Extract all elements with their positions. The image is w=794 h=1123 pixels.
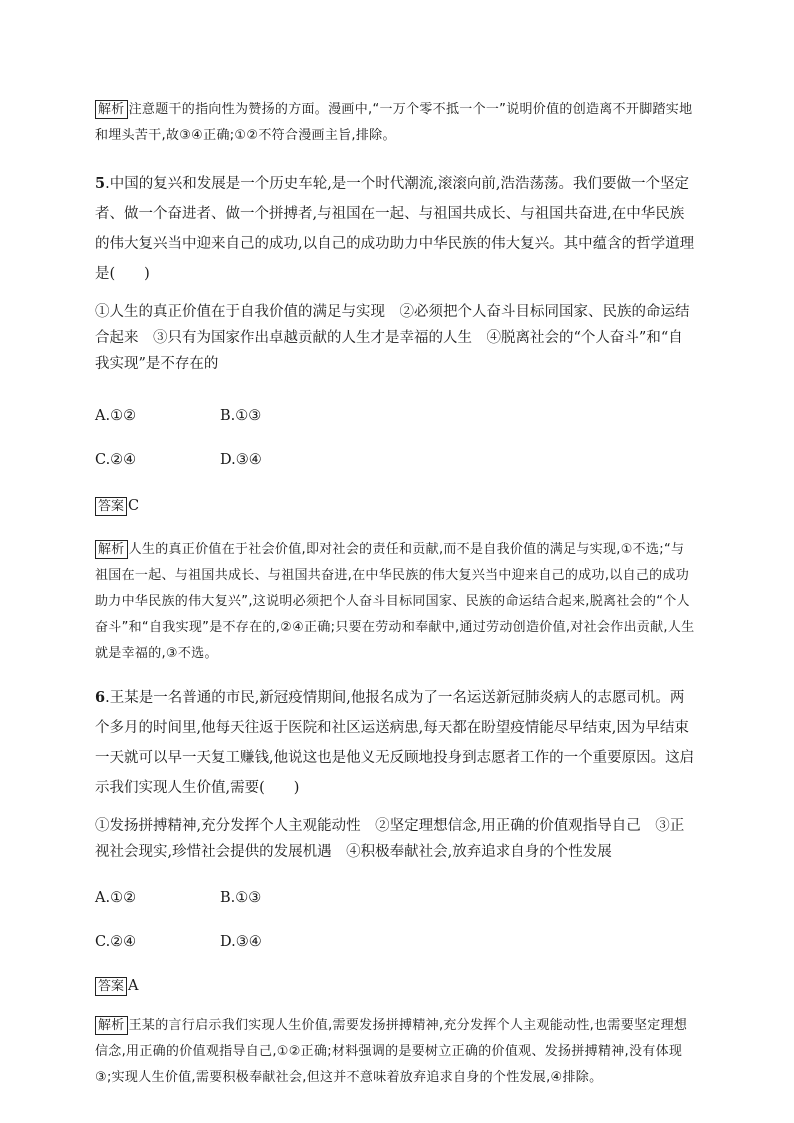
analysis-tag: 解析 [95, 100, 128, 119]
q5-analysis [95, 537, 697, 667]
q6-answer-value: A [128, 978, 139, 994]
q5-choice-b: B.①③ [220, 408, 262, 424]
q5-choices [95, 403, 697, 473]
analysis-tag: 解析 [95, 540, 128, 559]
q6-stem-text: .王某是一名普通的市民,新冠疫情期间,他报名成为了一名运送新冠肺炎病人的志愿司机。两个多月的时间里,他每天往返于医院和社区运送病患,每天都在盼望疫情能尽早结束,因为早结束一天就可以早一天复工赚钱,他说这也是他义无反顾地投身到志愿者工作的一个重要原因。这启示我们实现人生价值,需要( ) [95, 690, 695, 796]
analysis-tag: 解析 [95, 1016, 128, 1035]
q6-number: 6 [95, 689, 106, 706]
page-content [95, 97, 697, 1091]
q6-analysis [95, 1013, 697, 1091]
q5-choice-c: C.②④ [95, 452, 137, 468]
q6-choice-c: C.②④ [95, 934, 137, 950]
q5-statements: ①人生的真正价值在于自我价值的满足与实现 ②必须把个人奋斗目标同国家、民族的命运结合起来 ③只有为国家作出卓越贡献的人生才是幸福的人生 ④脱离社会的“个人奋斗”和“自我实现”是不存在的 [95, 304, 690, 372]
q4-analysis [95, 97, 697, 149]
q6-choice-a: A.①② [95, 890, 137, 906]
question-6 [95, 683, 697, 1091]
q6-choice-d: D.③④ [220, 934, 262, 950]
q4-analysis-text: 注意题干的指向性为赞扬的方面。漫画中,“一万个零不抵一个一”说明价值的创造离不开脚踏实地和埋头苦干,故③④正确;①②不符合漫画主旨,排除。 [95, 102, 693, 143]
q5-answer-value: C [128, 498, 140, 514]
q5-choice-a: A.①② [95, 408, 137, 424]
q6-choice-b: B.①③ [220, 890, 262, 906]
answer-tag: 答案 [95, 497, 127, 516]
question-5 [95, 169, 697, 667]
q6-statements: ①发扬拼搏精神,充分发挥个人主观能动性 ②坚定理想信念,用正确的价值观指导自己 ③正视社会现实,珍惜社会提供的发展机遇 ④积极奉献社会,放弃追求自身的个性发展 [95, 818, 685, 860]
q5-analysis-text: 人生的真正价值在于社会价值,即对社会的责任和贡献,而不是自我价值的满足与实现,①不选;“与祖国在一起、与祖国共成长、与祖国共奋进,在中华民族的伟大复兴当中迎来自己的成功,以自己的成功助力中华民族的伟大复兴”,这说明必须把个人奋斗目标同国家、民族的命运结合起来,脱离社会的“个人奋斗”和“自我实现”是不存在的,②④正确;只要在劳动和奉献中,通过劳动创造价值,对社会作出贡献,人生就是幸福的,③不选。 [95, 542, 695, 661]
q5-stem-text: .中国的复兴和发展是一个历史车轮,是一个时代潮流,滚滚向前,浩浩荡荡。我们要做一个坚定者、做一个奋进者、做一个拼搏者,与祖国在一起、与祖国共成长、与祖国共奋进,在中华民族的伟大复兴当中迎来自己的成功,以自己的成功助力中华民族的伟大复兴。其中蕴含的哲学道理是( ) [95, 176, 695, 282]
q5-number: 5 [95, 175, 106, 192]
q5-choice-d: D.③④ [220, 452, 262, 468]
q5-stem [95, 169, 697, 289]
q5-answer [95, 493, 697, 519]
q6-analysis-text: 王某的言行启示我们实现人生价值,需要发扬拼搏精神,充分发挥个人主观能动性,也需要坚定理想信念,用正确的价值观指导自己,①②正确;材料强调的是要树立正确的价值观、发扬拼搏精神,没有体现③;实现人生价值,需要积极奉献社会,但这并不意味着放弃追求自身的个性发展,④排除。 [95, 1018, 688, 1085]
q6-choices [95, 885, 697, 955]
q6-answer [95, 973, 697, 999]
q6-stem [95, 683, 697, 803]
answer-tag: 答案 [95, 977, 127, 996]
